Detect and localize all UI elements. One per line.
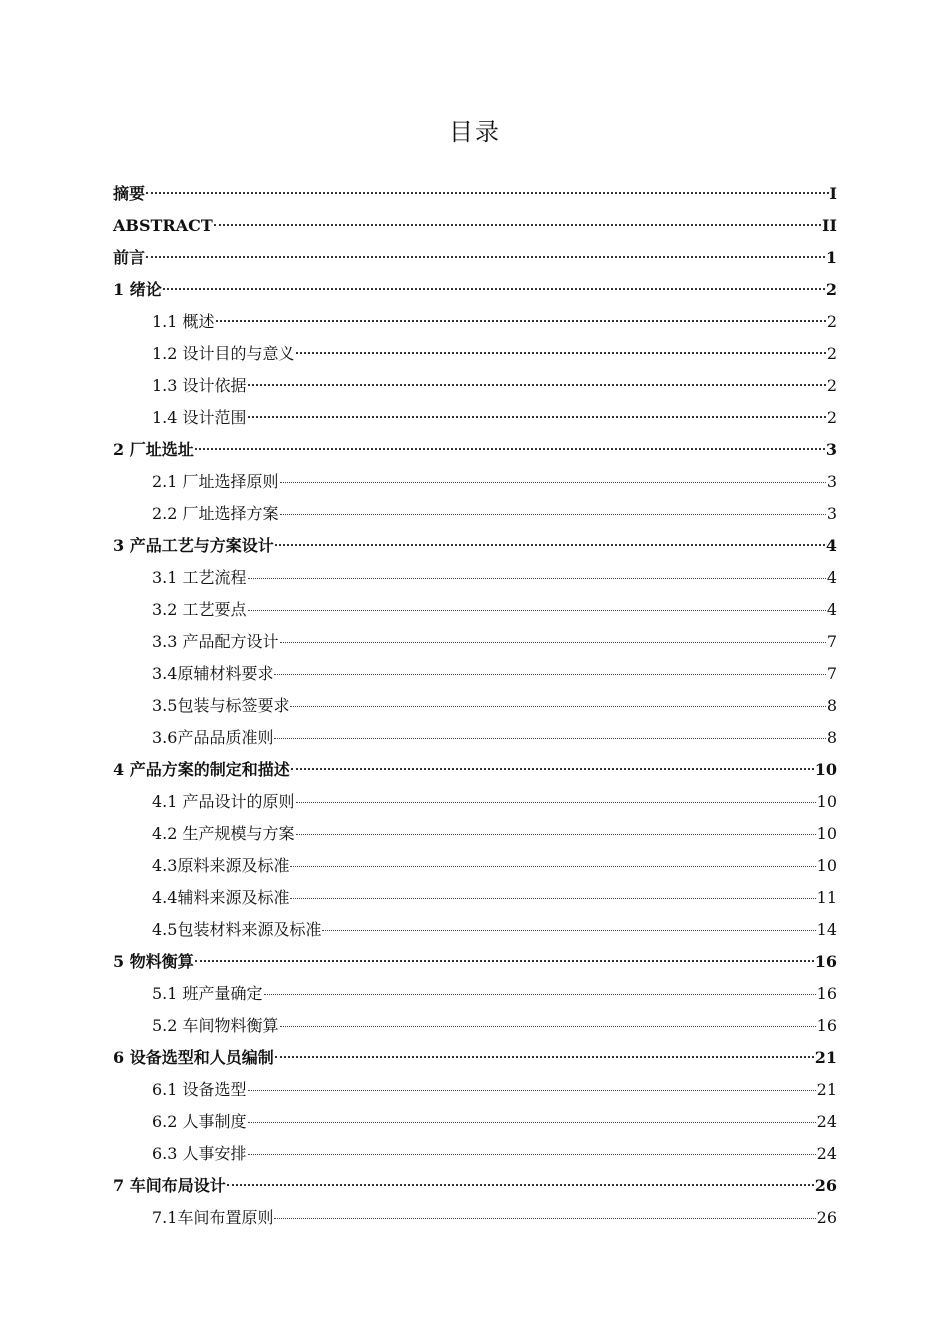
toc-entry-page: 16 [816,984,837,1003]
toc-entry[interactable] [113,658,837,690]
toc-entry-label: 5 物料衡算 [113,952,194,971]
toc-entry[interactable] [113,242,837,274]
toc-entry[interactable] [113,530,837,562]
toc-entry-label: 3.4原辅材料要求 [152,664,274,683]
toc-entry-page: 3 [826,504,837,523]
toc-entry-page: 4 [825,536,837,555]
toc-leader-dots [274,738,825,739]
toc-entry-label: 3.2 工艺要点 [152,600,247,619]
toc-entry-label: 2 厂址选址 [113,440,194,459]
toc-leader-dots [280,1026,816,1027]
toc-entry-page: 4 [826,568,837,587]
toc-leader-dots [280,642,826,643]
toc-entry-page: 2 [826,312,837,331]
toc-entry-label: 前言 [113,248,146,267]
toc-entry-label: 1.2 设计目的与意义 [152,344,295,363]
toc-leader-dots [248,1090,816,1091]
toc-leader-dots [214,224,821,226]
toc-leader-dots [274,1218,815,1219]
toc-entry-page: 8 [826,696,837,715]
toc-entry-label: 5.1 班产量确定 [152,984,263,1003]
toc-entry-page: 3 [825,440,837,459]
toc-entry-label: 6.2 人事制度 [152,1112,247,1131]
toc-entry-page: 21 [816,1080,837,1099]
toc-entry-label: 3.6产品品质准则 [152,728,274,747]
toc-entry-label: 2.1 厂址选择原则 [152,472,279,491]
toc-entry[interactable] [113,562,837,594]
toc-leader-dots [275,1056,814,1058]
toc-entry-page: II [822,216,837,235]
toc-leader-dots [248,384,826,386]
toc-entry-page: 4 [826,600,837,619]
toc-entry[interactable] [113,338,837,370]
toc-leader-dots [146,256,825,258]
toc-entry-page: 24 [816,1112,837,1131]
toc-entry-label: 3.3 产品配方设计 [152,632,279,651]
toc-entry-page: 11 [816,888,837,907]
toc-entry-label: 4.4辅料来源及标准 [152,888,290,907]
toc-leader-dots [248,610,826,611]
toc-entry-page: 1 [825,248,837,267]
toc-leader-dots [264,994,816,995]
toc-entry-page: 2 [825,280,837,299]
toc-entry-label: 6.1 设备选型 [152,1080,247,1099]
toc-entry-page: 7 [826,632,837,651]
toc-entry-page: 3 [826,472,837,491]
toc-entry[interactable] [113,690,837,722]
toc-entry[interactable] [113,370,837,402]
toc-entry[interactable] [113,626,837,658]
toc-entry-page: 10 [816,792,837,811]
toc-entry[interactable] [113,210,837,242]
toc-leader-dots [248,1122,816,1123]
toc-entry-label: 1.4 设计范围 [152,408,247,427]
toc-entry[interactable] [113,1042,837,1074]
toc-entry[interactable] [113,402,837,434]
toc-entry-page: 2 [826,408,837,427]
toc-entry-label: 4.5包装材料来源及标准 [152,920,322,939]
toc-entry-label: 6.3 人事安排 [152,1144,247,1163]
toc-entry[interactable] [113,1202,837,1234]
toc-entry-page: 10 [816,824,837,843]
toc-entry[interactable] [113,946,837,978]
toc-leader-dots [322,930,815,931]
toc-leader-dots [146,192,829,194]
toc-entry[interactable] [113,754,837,786]
toc-entry-page: 10 [816,856,837,875]
toc-entry[interactable] [113,850,837,882]
toc-entry-label: 4 产品方案的制定和描述 [113,760,290,779]
toc-entry-page: 16 [814,952,837,971]
toc-entry-label: 4.1 产品设计的原则 [152,792,295,811]
toc-leader-dots [275,544,825,546]
toc-entry-page: 8 [826,728,837,747]
toc-entry-page: 26 [816,1208,837,1227]
toc-entry-page: 10 [814,760,837,779]
toc-entry-page: 2 [826,376,837,395]
toc-leader-dots [248,578,826,579]
toc-entry[interactable] [113,914,837,946]
toc-entry[interactable] [113,818,837,850]
toc-entry[interactable] [113,786,837,818]
toc-leader-dots [290,866,815,867]
toc-entry-label: 3.5包装与标签要求 [152,696,290,715]
toc-entry-label: 1.3 设计依据 [152,376,247,395]
toc-entry[interactable] [113,722,837,754]
toc-entry[interactable] [113,434,837,466]
toc-entry[interactable] [113,978,837,1010]
toc-entry-page: 2 [826,344,837,363]
toc-leader-dots [296,802,816,803]
toc-entry-page: 7 [826,664,837,683]
toc-entry-page: 24 [816,1144,837,1163]
toc-leader-dots [248,416,826,418]
toc-entry[interactable] [113,498,837,530]
toc-entry[interactable] [113,1106,837,1138]
toc-entry-label: 摘要 [113,184,146,203]
toc-entry-page: 14 [816,920,837,939]
toc-entry-page: 26 [814,1176,837,1195]
toc-leader-dots [291,768,814,770]
toc-entry-page: 21 [814,1048,837,1067]
toc-entry-label: 4.2 生产规模与方案 [152,824,295,843]
table-of-contents [113,178,837,1234]
toc-entry-page: I [829,184,837,203]
toc-entry[interactable] [113,1074,837,1106]
toc-entry-label: 3 产品工艺与方案设计 [113,536,274,555]
toc-leader-dots [227,1184,814,1186]
toc-leader-dots [216,320,826,322]
toc-entry-label: 7.1车间布置原则 [152,1208,274,1227]
toc-leader-dots [248,1154,816,1155]
toc-entry[interactable] [113,274,837,306]
toc-entry[interactable] [113,1170,837,1202]
toc-entry-label: 7 车间布局设计 [113,1176,226,1195]
toc-leader-dots [195,960,814,962]
toc-entry[interactable] [113,882,837,914]
toc-entry-label: 2.2 厂址选择方案 [152,504,279,523]
toc-entry-label: 4.3原料来源及标准 [152,856,290,875]
toc-leader-dots [290,898,815,899]
toc-leader-dots [280,482,826,483]
toc-leader-dots [280,514,826,515]
toc-leader-dots [296,352,826,354]
toc-entry-label: 3.1 工艺流程 [152,568,247,587]
toc-leader-dots [296,834,816,835]
page-title: 目录 [449,118,501,146]
toc-entry[interactable] [113,466,837,498]
toc-entry[interactable] [113,178,837,210]
toc-leader-dots [195,448,825,450]
toc-entry-label: ABSTRACT [113,216,213,235]
toc-leader-dots [163,288,825,290]
toc-entry[interactable] [113,306,837,338]
toc-entry[interactable] [113,594,837,626]
toc-entry-label: 6 设备选型和人员编制 [113,1048,274,1067]
toc-leader-dots [274,674,825,675]
toc-entry[interactable] [113,1138,837,1170]
toc-entry-label: 1 绪论 [113,280,162,299]
toc-entry[interactable] [113,1010,837,1042]
toc-entry-label: 1.1 概述 [152,312,215,331]
toc-entry-page: 16 [816,1016,837,1035]
toc-entry-label: 5.2 车间物料衡算 [152,1016,279,1035]
toc-leader-dots [290,706,825,707]
